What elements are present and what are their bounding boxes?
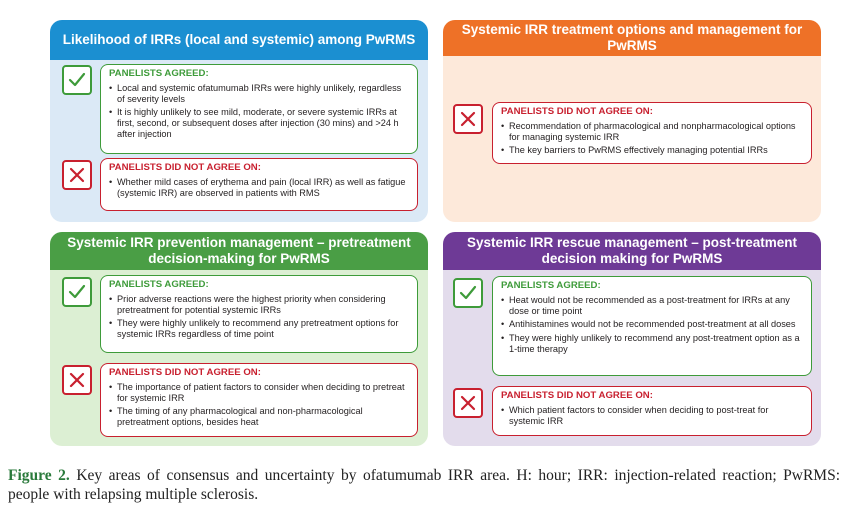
- prevention-disagreed-card: [100, 363, 418, 437]
- rescue-disagreed-card: [492, 386, 812, 436]
- likelihood-agreed-card: [100, 64, 418, 154]
- caption-text: Key areas of consensus and uncertainty by ofatumumab IRR area. H: hour; IRR: injection-related reaction; PwRMS: people with relapsing multiple sclerosis.: [8, 467, 841, 503]
- figure-label: Figure 2.: [8, 467, 70, 484]
- list-item: • They were highly unlikely to recommend any post-treatment option as a 1-time therapy: [501, 333, 803, 355]
- x-icon: [62, 365, 92, 395]
- disagreed-heading: PANELISTS DID NOT AGREE ON:: [109, 162, 261, 173]
- rescue-panel-title: Systemic IRR rescue management – post-treatment decision making for PwRMS: [443, 232, 821, 270]
- list-item: • The importance of patient factors to consider when deciding to pretreat for systemic IRR: [109, 382, 409, 404]
- figure-caption: [8, 466, 840, 504]
- check-icon: [62, 65, 92, 95]
- likelihood-disagreed-card: [100, 158, 418, 211]
- agreed-heading: PANELISTS AGREED:: [109, 279, 209, 290]
- x-icon: [453, 388, 483, 418]
- check-icon: [453, 278, 483, 308]
- treatment-panel-title: Systemic IRR treatment options and management for PwRMS: [443, 20, 821, 56]
- disagreed-heading: PANELISTS DID NOT AGREE ON:: [501, 390, 653, 401]
- agreed-heading: PANELISTS AGREED:: [501, 280, 601, 291]
- rescue-panel: [443, 232, 821, 446]
- x-icon: [62, 160, 92, 190]
- list-item: • Antihistamines would not be recommended post-treatment at all doses: [501, 319, 803, 330]
- treatment-disagreed-card: [492, 102, 812, 164]
- likelihood-panel: [50, 20, 428, 222]
- prevention-panel-title: Systemic IRR prevention management – pretreatment decision-making for PwRMS: [50, 232, 428, 270]
- list-item: • Recommendation of pharmacological and nonpharmacological options for managing systemic IRR: [501, 121, 803, 143]
- list-item: • It is highly unlikely to see mild, moderate, or severe systemic IRRs at first, second, or subsequent doses after injection (30 mins) and >24 h after injection: [109, 107, 409, 139]
- list-item: • Local and systemic ofatumumab IRRs were highly unlikely, regardless of severity levels: [109, 83, 409, 105]
- check-icon: [62, 277, 92, 307]
- agreed-heading: PANELISTS AGREED:: [109, 68, 209, 79]
- prevention-agreed-card: [100, 275, 418, 353]
- prevention-panel: [50, 232, 428, 446]
- list-item: • The timing of any pharmacological and non-pharmacological pretreatment options, besides heat: [109, 406, 409, 428]
- disagreed-heading: PANELISTS DID NOT AGREE ON:: [501, 106, 653, 117]
- list-item: • They were highly unlikely to recommend any pretreatment options for systemic IRRs regardless of time point: [109, 318, 409, 340]
- rescue-agreed-card: [492, 276, 812, 376]
- likelihood-panel-title: Likelihood of IRRs (local and systemic) among PwRMS: [50, 20, 428, 60]
- list-item: • Which patient factors to consider when deciding to post-treat for systemic IRR: [501, 405, 803, 427]
- x-icon: [453, 104, 483, 134]
- treatment-panel: [443, 20, 821, 222]
- disagreed-heading: PANELISTS DID NOT AGREE ON:: [109, 367, 261, 378]
- list-item: • Heat would not be recommended as a post-treatment for IRRs at any dose or time point: [501, 295, 803, 317]
- list-item: • Whether mild cases of erythema and pain (local IRR) as well as fatigue (systemic IRR) are observed in patients with RMS: [109, 177, 409, 199]
- list-item: • The key barriers to PwRMS effectively managing potential IRRs: [501, 145, 803, 156]
- list-item: • Prior adverse reactions were the highest priority when considering pretreatment for potential systemic IRRs: [109, 294, 409, 316]
